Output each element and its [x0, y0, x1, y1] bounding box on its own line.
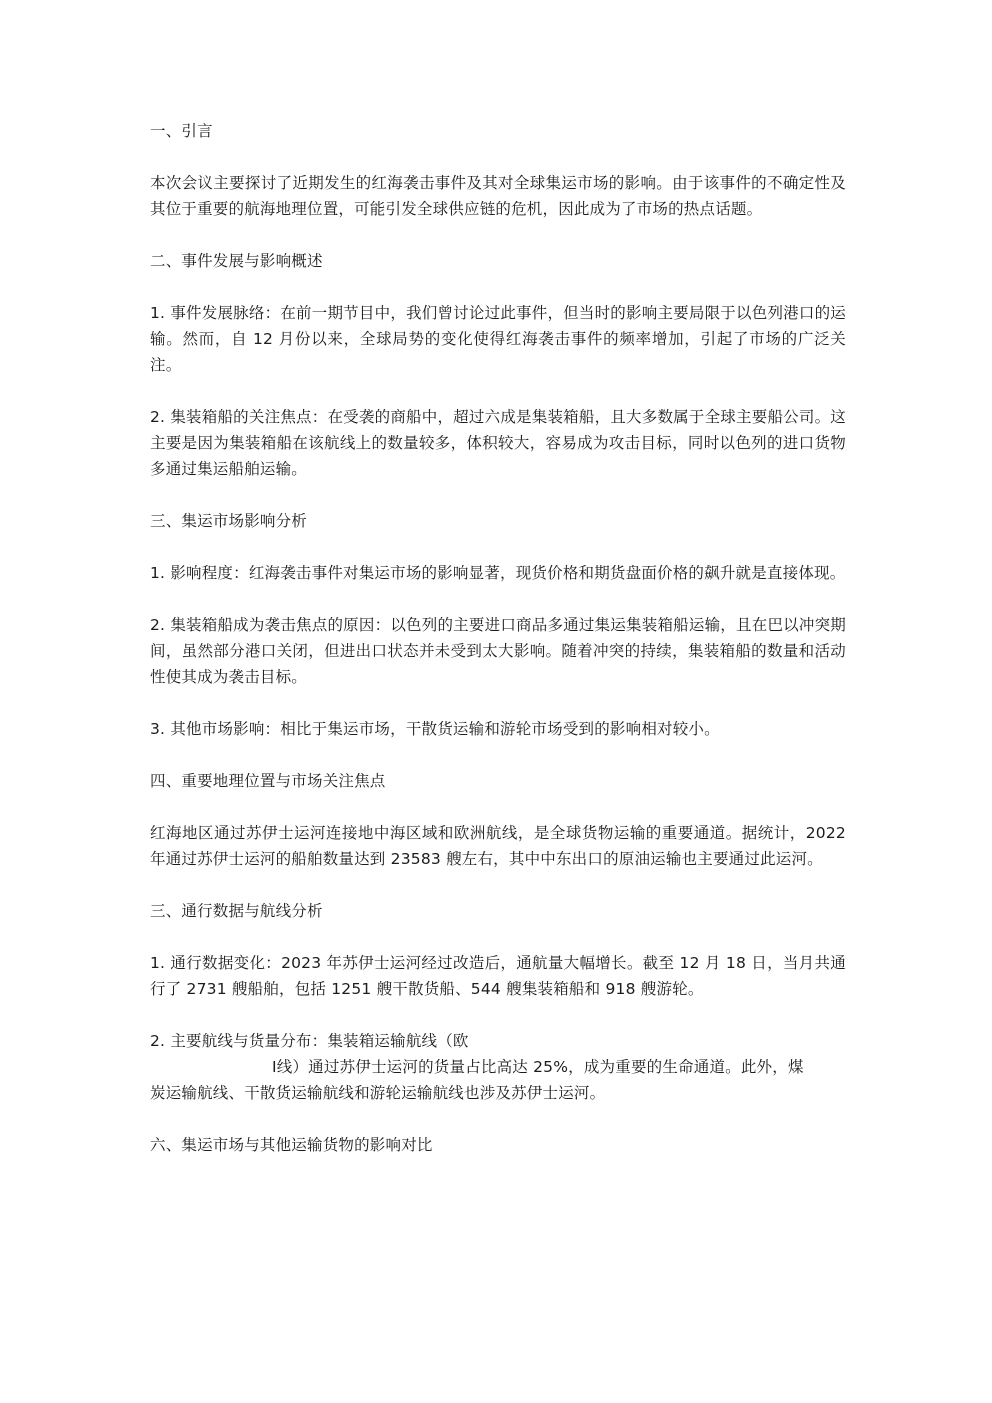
spacer: [150, 534, 846, 560]
spacer: [150, 742, 846, 768]
impact-degree-paragraph: 1. 影响程度：红海袭击事件对集运市场的影响显著，现货价格和期货盘面价格的飙升就是直接体现。: [150, 564, 846, 582]
spacer: [150, 222, 846, 248]
route-line-1: 2. 主要航线与货量分布：集装箱运输航线（欧: [150, 1032, 469, 1050]
container-ship-focus-paragraph: 2. 集装箱船的关注焦点：在受袭的商船中，超过六成是集装箱船，且大多数属于全球主要船公司。这主要是因为集装箱船在该航线上的数量较多，体积较大，容易成为攻击目标，同时以色列的进口货物多通过集运船舶运输。: [150, 408, 846, 478]
spacer: [150, 924, 846, 950]
spacer: [150, 794, 846, 820]
spacer: [150, 482, 846, 508]
route-line-2: I线）通过苏伊士运河的货量占比高达 25%，成为重要的生命通道。此外，煤: [272, 1058, 804, 1076]
route-line-3: 炭运输航线、干散货运输航线和游轮运输航线也涉及苏伊士运河。: [150, 1084, 606, 1102]
spacer: [150, 586, 846, 612]
attack-reason-paragraph: 2. 集装箱船成为袭击焦点的原因：以色列的主要进口商品多通过集运集装箱船运输，且在巴以冲突期间，虽然部分港口关闭，但进出口状态并未受到太大影响。随着冲突的持续，集装箱船的数量和活动性使其成为袭击目标。: [150, 616, 846, 686]
introduction-paragraph: 本次会议主要探讨了近期发生的红海袭击事件及其对全球集运市场的影响。由于该事件的不确定性及其位于重要的航海地理位置，可能引发全球供应链的危机，因此成为了市场的热点话题。: [150, 174, 846, 218]
route-distribution-paragraph: [150, 1028, 846, 1106]
spacer: [150, 274, 846, 300]
section-title-comparison: 六、集运市场与其他运输货物的影响对比: [150, 1136, 433, 1154]
spacer: [150, 378, 846, 404]
document-body: [150, 118, 846, 1158]
section-title-market-impact: 三、集运市场影响分析: [150, 512, 308, 530]
spacer: [150, 144, 846, 170]
spacer: [150, 1106, 846, 1132]
spacer: [150, 690, 846, 716]
spacer: [150, 1002, 846, 1028]
event-timeline-paragraph: 1. 事件发展脉络：在前一期节目中，我们曾讨论过此事件，但当时的影响主要局限于以色列港口的运输。然而，自 12 月份以来，全球局势的变化使得红海袭击事件的频率增加，引起了市场的广泛关注。: [150, 304, 846, 374]
section-title-traffic-data: 三、通行数据与航线分析: [150, 902, 323, 920]
section-title-geography: 四、重要地理位置与市场关注焦点: [150, 772, 386, 790]
spacer: [150, 872, 846, 898]
geography-paragraph: 红海地区通过苏伊士运河连接地中海区域和欧洲航线，是全球货物运输的重要通道。据统计，2022 年通过苏伊士运河的船舶数量达到 23583 艘左右，其中中东出口的原油运输也主要通过此运河。: [150, 824, 846, 868]
section-title-event-overview: 二、事件发展与影响概述: [150, 252, 323, 270]
section-title-introduction: 一、引言: [150, 122, 213, 140]
traffic-change-paragraph: 1. 通行数据变化：2023 年苏伊士运河经过改造后，通航量大幅增长。截至 12 月 18 日，当月共通行了 2731 艘船舶，包括 1251 艘干散货船、544 艘集装箱船和 918 艘游轮。: [150, 954, 846, 998]
other-markets-paragraph: 3. 其他市场影响：相比于集运市场，干散货运输和游轮市场受到的影响相对较小。: [150, 720, 720, 738]
